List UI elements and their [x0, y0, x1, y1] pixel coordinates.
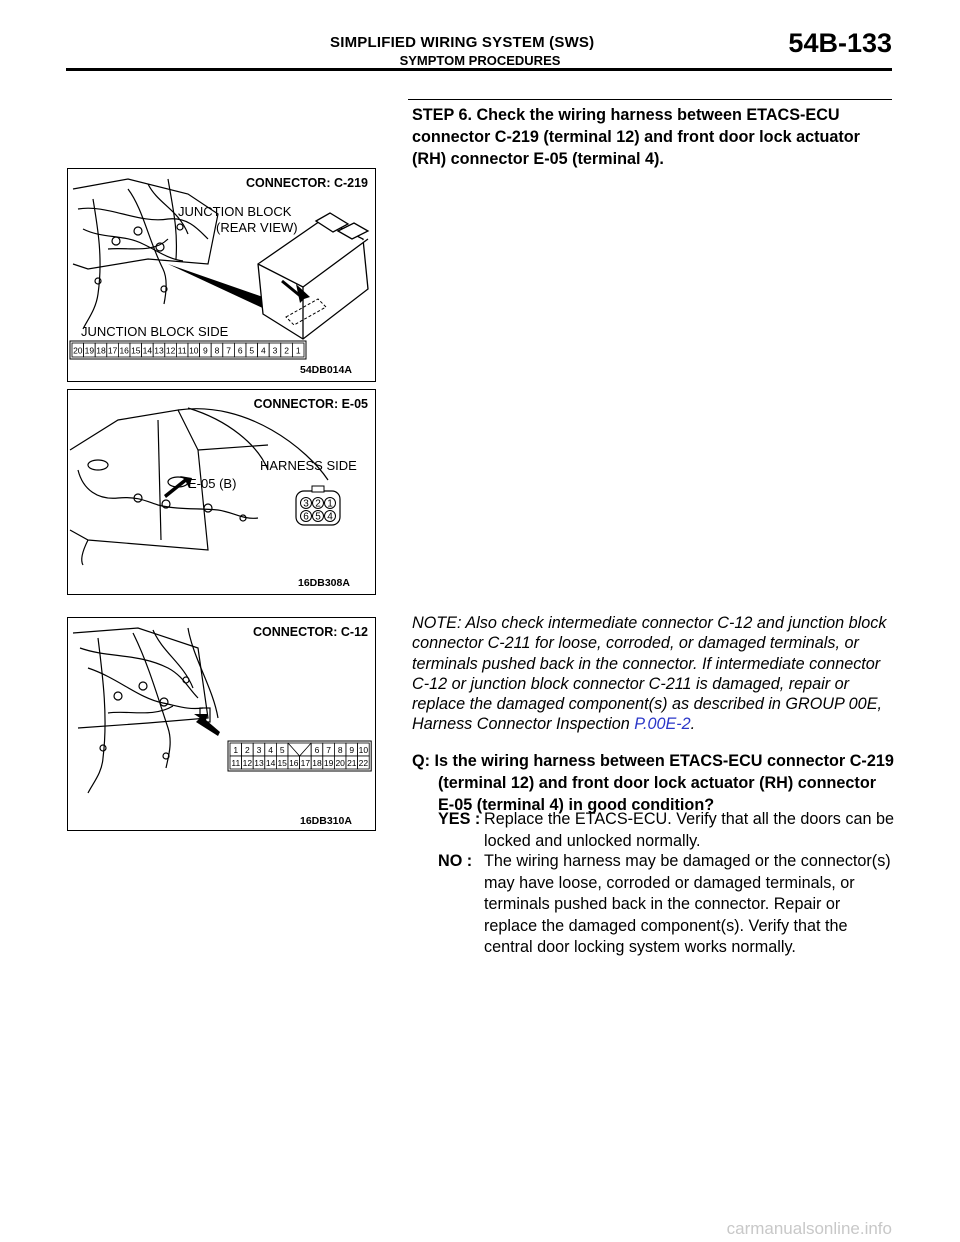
pin-cell: [300, 756, 312, 769]
pin-number: 20: [335, 758, 345, 768]
pin-cell: [211, 343, 223, 357]
note-text: [412, 613, 894, 735]
pin-number: 17: [107, 345, 118, 356]
pin-number: 12: [242, 758, 253, 768]
pin-strip-c219: [70, 341, 306, 359]
pin-cell: [276, 756, 288, 769]
pin-number: 2: [284, 345, 289, 356]
pin-number: 11: [231, 758, 241, 768]
dashboard-wiring-sketch: [73, 628, 218, 793]
callout-e05b: E-05 (B): [188, 476, 237, 491]
watermark: carmanualsonline.info: [726, 1219, 892, 1238]
pin-number: 2: [245, 745, 250, 755]
pin-number: 16: [119, 345, 129, 356]
answer-no-label: NO :: [438, 852, 473, 870]
pin-cell: [334, 743, 346, 756]
pin-cell: [153, 343, 165, 357]
pin-number: 18: [96, 345, 106, 356]
pin-number: 12: [165, 345, 176, 356]
pin-number: 22: [358, 758, 369, 768]
step-rule: [408, 99, 892, 100]
pin-cell: [265, 743, 277, 756]
pin-number: 20: [73, 345, 83, 356]
pin-number: 19: [84, 345, 95, 356]
pin-number: 4: [261, 345, 266, 356]
pin-number: 8: [337, 745, 343, 755]
pin-cell: [276, 743, 288, 756]
pin-number: 21: [347, 758, 357, 768]
pin-cell: [346, 756, 358, 769]
figure-c12-illustration: [68, 618, 375, 830]
answer-no: [438, 851, 894, 959]
pin-number: 7: [226, 345, 231, 356]
pin-cell: [200, 343, 212, 357]
pin-cell: [246, 343, 258, 357]
pin-number: 16: [289, 758, 299, 768]
note-body: NOTE: Also check intermediate connector C-12 and junction block connector C-211 for loose, corroded, or damaged terminals, or terminals pushed back in the connector. If intermediate connector C-12 or junction block connector C-211 is damaged, repair or replace the damaged component(s) as described in GROUP 00E, Harness Connector Inspection: [412, 614, 887, 734]
pin-cell: [84, 343, 96, 357]
pin-number: 3: [303, 498, 309, 510]
pin-number: 6: [303, 511, 309, 523]
figure-c219-illustration: [68, 169, 375, 381]
pin-cell: [188, 343, 200, 357]
pin-number: 2: [315, 498, 321, 510]
pin-cell: [253, 743, 265, 756]
connector-label: CONNECTOR: C-12: [252, 625, 368, 639]
connector-c12-face: [228, 741, 371, 771]
step-heading: STEP 6. Check the wiring harness between ETACS-ECU connector C-219 (terminal 12) and front door lock actuator (RH) connector E-05 (terminal 4).: [412, 106, 860, 168]
pin-cell: [311, 756, 323, 769]
pin-cell: [253, 756, 265, 769]
pin-cell: [334, 756, 346, 769]
pin-cell: [230, 756, 242, 769]
pin-cell: [346, 743, 358, 756]
pin-number: 7: [326, 745, 331, 755]
pin-cell: [265, 756, 277, 769]
pin-number: 13: [254, 758, 264, 768]
answer-no-text: The wiring harness may be damaged or the connector(s) may have loose, corroded or damaged terminals, or terminals pushed back in the connector. Repair or replace the damaged component(s). Verify that the central door locking system works normally.: [484, 852, 891, 956]
dashboard-wiring-sketch: [73, 179, 218, 329]
pin-number: 3: [272, 345, 278, 356]
pin-cell: [72, 343, 84, 357]
answer-yes-label: YES :: [438, 810, 481, 828]
pin-number: 3: [256, 745, 262, 755]
answer-yes-text: Replace the ETACS-ECU. Verify that all the doors can be locked and unlocked normally.: [484, 810, 894, 850]
callout-junction-block: JUNCTION BLOCK: [178, 204, 292, 219]
pin-cell: [230, 743, 242, 756]
pin-cell: [142, 343, 154, 357]
callout-junction-block-side: JUNCTION BLOCK SIDE: [81, 324, 229, 339]
pin-cell: [323, 756, 335, 769]
pin-number: 4: [268, 745, 273, 755]
figure-code: 54DB014A: [300, 364, 352, 376]
pin-number: 6: [237, 345, 243, 356]
pin-cell: [242, 743, 254, 756]
pin-cell: [281, 343, 293, 357]
pin-number: 4: [327, 511, 333, 523]
pin-number: 6: [314, 745, 320, 755]
pin-number: 5: [279, 745, 285, 755]
pin-cell: [176, 343, 188, 357]
pin-number: 8: [214, 345, 220, 356]
pin-cell: [107, 343, 119, 357]
pin-cell: [288, 756, 300, 769]
pin-number: 10: [358, 745, 369, 755]
pin-cell: [130, 343, 142, 357]
pin-cell: [165, 343, 177, 357]
pin-cell: [311, 743, 323, 756]
pin-number: 10: [189, 345, 199, 356]
answer-yes: [438, 809, 894, 852]
pin-number: 11: [177, 345, 187, 356]
figure-connector-c12: [67, 617, 376, 831]
arrow-icon: [194, 714, 220, 736]
pin-cell: [118, 343, 130, 357]
figure-connector-c219: [67, 168, 376, 382]
pin-number: 18: [312, 758, 322, 768]
pin-number: 14: [265, 758, 276, 768]
pin-cell: [95, 343, 107, 357]
pin-cell: [358, 743, 370, 756]
pin-number: 15: [131, 345, 141, 356]
callout-rear-view: (REAR VIEW): [216, 220, 298, 235]
figure-code: 16DB310A: [300, 815, 352, 827]
connector-e05-face: [296, 486, 340, 525]
pin-number: 15: [277, 758, 287, 768]
figure-e05-illustration: [68, 390, 375, 594]
pin-cell: [292, 343, 304, 357]
connector-label: CONNECTOR: C-219: [245, 176, 368, 190]
header-rule: [66, 68, 892, 71]
pin-number: 1: [295, 345, 301, 356]
question-text: Q: Is the wiring harness between ETACS-ECU connector C-219 (terminal 12) and front door lock actuator (RH) connector E-05 (terminal 4) in good condition?: [412, 752, 894, 814]
pin-number: 9: [349, 745, 355, 755]
pin-number: 1: [327, 498, 333, 510]
section-subtitle: SYMPTOM PROCEDURES: [399, 53, 561, 68]
pin-number: 1: [233, 745, 239, 755]
callout-harness-side: HARNESS SIDE: [260, 458, 357, 473]
pin-cell: [323, 743, 335, 756]
pin-cell: [223, 343, 235, 357]
note-end: .: [690, 715, 696, 734]
pin-number: 14: [142, 345, 153, 356]
connector-label: CONNECTOR: E-05: [253, 397, 368, 411]
pin-cell: [258, 343, 270, 357]
note-link[interactable]: P.00E-2: [634, 715, 691, 734]
pin-number: 19: [323, 758, 334, 768]
pin-cell: [269, 343, 281, 357]
figure-code: 16DB308A: [298, 577, 350, 589]
pin-number: 5: [249, 345, 255, 356]
page-number: 54B-133: [788, 28, 892, 58]
pin-number: 5: [315, 511, 321, 523]
pin-number: 13: [154, 345, 164, 356]
section-title: SIMPLIFIED WIRING SYSTEM (SWS): [330, 34, 595, 51]
pin-number: 17: [300, 758, 311, 768]
pin-number: 9: [203, 345, 208, 356]
pin-cell: [288, 743, 311, 756]
figure-connector-e05: [67, 389, 376, 595]
pin-cell: [242, 756, 254, 769]
pin-cell: [234, 343, 246, 357]
pin-cell: [358, 756, 370, 769]
